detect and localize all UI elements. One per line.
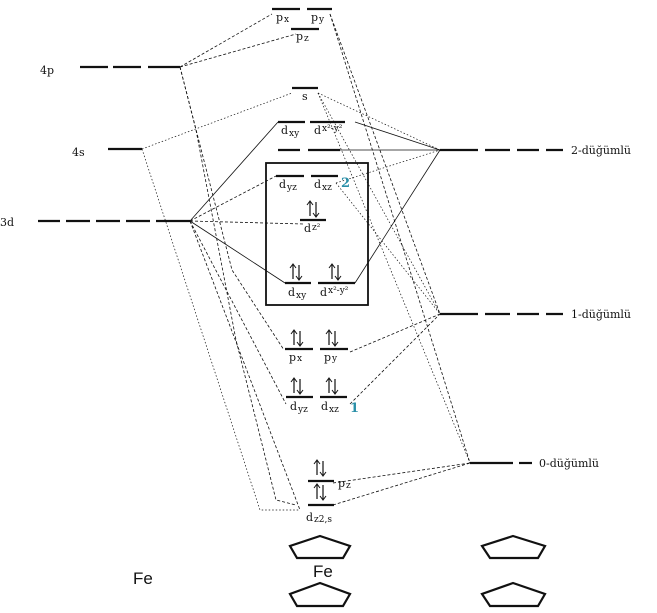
mo-label: p [324, 351, 332, 364]
marker-1: 1 [350, 401, 360, 416]
mo-level-dxz-box [311, 176, 338, 193]
mo-label: p [289, 351, 297, 364]
ligand-level-2-nodes [440, 144, 631, 157]
cp-ring-bottom-center [290, 583, 350, 606]
ligand-level-0-nodes [470, 457, 599, 470]
mo-level-dxz-filled [320, 378, 347, 415]
mo-level-dxy-box [285, 264, 311, 301]
mo-label: d [290, 400, 298, 413]
mo-level-dyz-box [276, 176, 304, 193]
mo-level-px-filled [285, 330, 313, 364]
ligand-level-1-nodes [440, 308, 631, 321]
cp-ring-top-right [482, 536, 545, 558]
mo-level-pz-bottom [308, 460, 351, 491]
mo-sub: z [346, 481, 351, 491]
mo-sub: xz [322, 183, 332, 193]
fe-3d-label: 3d [0, 216, 15, 229]
mo-label: p [311, 11, 319, 24]
cp-ring-bottom-right [482, 583, 545, 606]
mo-sub: z2,s [314, 515, 332, 525]
mo-sub: x²-y² [328, 286, 349, 296]
mo-level-pz-top [291, 29, 319, 44]
mo-sub: xz [329, 405, 339, 415]
mo-sub: x [297, 354, 303, 364]
mo-label: d [279, 178, 287, 191]
ligand-label-0: 0-düğümlü [539, 457, 600, 470]
mo-label: d [321, 400, 329, 413]
ferrocene-label: Fe [313, 562, 333, 581]
mo-level-py-top [307, 9, 332, 25]
mo-sub: xy [289, 129, 300, 139]
ligand-label-2: 2-düğümlü [571, 144, 632, 157]
fe-4s-level [72, 146, 142, 159]
mo-sub: z [304, 34, 309, 44]
mo-sub: x²-y² [322, 124, 343, 134]
mo-label: p [338, 477, 346, 490]
mo-level-dz2-box [300, 201, 326, 235]
mo-label: d [306, 511, 314, 524]
fe-4p-level [40, 64, 180, 77]
fe-4p-label: 4p [40, 64, 55, 77]
fe-atom-label: Fe [133, 569, 153, 588]
fe-4s-label: 4s [72, 146, 85, 159]
mo-label: d [288, 286, 296, 299]
mo-level-dz2s-bottom [306, 484, 334, 525]
mo-sub: yz [298, 405, 308, 415]
mo-label: d [304, 222, 312, 235]
mo-level-dxy-top [278, 122, 305, 139]
mo-label: d [314, 178, 322, 191]
mo-sub: y [332, 354, 338, 364]
ligand-label-1: 1-düğümlü [571, 308, 632, 321]
mo-level-px-top [272, 9, 300, 25]
mo-label: d [281, 124, 289, 137]
mo-sub: xy [296, 291, 307, 301]
marker-2: 2 [341, 176, 351, 191]
mo-label: d [314, 124, 322, 137]
mo-sub: y [319, 15, 325, 25]
mo-label: d [320, 286, 328, 299]
mo-level-dyz-filled [286, 378, 313, 415]
mo-level-s [292, 88, 318, 103]
cp-ring-top-center [290, 536, 350, 558]
mo-label: s [302, 90, 308, 103]
mo-level-py-filled [320, 330, 348, 364]
fe-3d-level [0, 216, 190, 229]
mo-label: p [296, 30, 304, 43]
mo-level-dx2y2-top [310, 122, 345, 137]
mo-sub: z² [312, 223, 321, 233]
mo-sub: x [284, 15, 290, 25]
mo-sub: yz [287, 183, 297, 193]
mo-level-dx2y2-box [318, 264, 355, 299]
mo-label: p [276, 11, 284, 24]
